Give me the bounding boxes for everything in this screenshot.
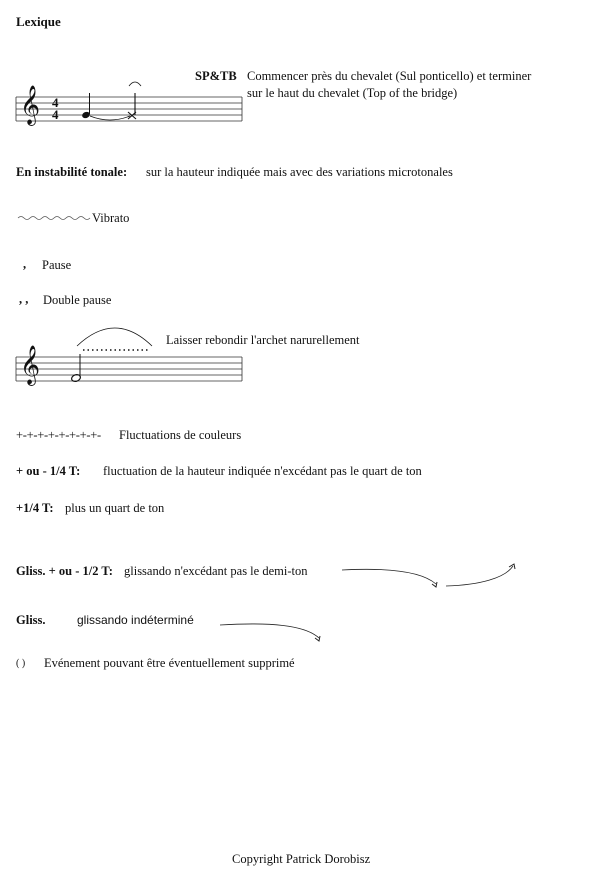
plus-quart-term: +1/4 T: <box>16 501 54 515</box>
copyright: Copyright Patrick Dorobisz <box>232 852 371 866</box>
time-signature-bottom: 4 <box>52 107 59 122</box>
gliss-indet-term: Gliss. <box>16 613 46 627</box>
gliss-indet-desc: glissando indéterminé <box>77 613 194 627</box>
vibrato-desc: Vibrato <box>92 211 130 225</box>
vibrato-wave-icon <box>18 217 90 220</box>
sptb-desc-line1: Commencer près du chevalet (Sul ponticello) et terminer <box>247 69 532 83</box>
instabilite-desc: sur la hauteur indiquée mais avec des variations microtonales <box>146 165 453 179</box>
parentheses-symbol: ( ) <box>16 658 26 669</box>
page-title: Lexique <box>16 14 61 29</box>
bounce-arc <box>77 328 152 346</box>
treble-clef-icon: 𝄞 <box>20 85 41 125</box>
plus-ou-moins-quart-term: + ou - 1/4 T: <box>16 464 81 478</box>
parentheses-desc: Evénement pouvant être éventuellement supprimé <box>44 656 295 670</box>
double-pause-desc: Double pause <box>43 293 112 307</box>
gliss-indet-arrow-icon <box>220 624 319 638</box>
pause-desc: Pause <box>42 258 72 272</box>
sptb-term: SP&TB <box>195 69 237 83</box>
instabilite-term: En instabilité tonale: <box>16 165 128 179</box>
gliss-demi-term: Gliss. + ou - 1/2 T: <box>16 564 113 578</box>
fluctuations-desc: Fluctuations de couleurs <box>119 428 242 442</box>
staff-rebondir <box>16 357 242 381</box>
gliss-arrow-icon <box>342 569 436 584</box>
fluctuations-symbol: +-+-+-+-+-+-+-+- <box>16 428 101 442</box>
gliss-demi-desc: glissando n'excédant pas le demi-ton <box>124 564 308 578</box>
glide-line <box>90 116 130 120</box>
x-note-arc <box>129 82 141 86</box>
plus-quart-desc: plus un quart de ton <box>65 501 165 515</box>
half-note <box>71 354 82 383</box>
pause-symbol: , <box>23 257 27 271</box>
plus-ou-moins-quart-desc: fluctuation de la hauteur indiquée n'excédant pas le quart de ton <box>103 464 422 478</box>
sptb-desc-line2: sur le haut du chevalet (Top of the bridge) <box>247 86 458 100</box>
gliss-arrow-up-icon <box>446 566 513 586</box>
double-pause-symbol: , , <box>19 292 29 306</box>
time-signature-top: 4 <box>52 95 59 110</box>
treble-clef-icon: 𝄞 <box>20 345 41 385</box>
rebondir-desc: Laisser rebondir l'archet narurellement <box>166 333 360 347</box>
